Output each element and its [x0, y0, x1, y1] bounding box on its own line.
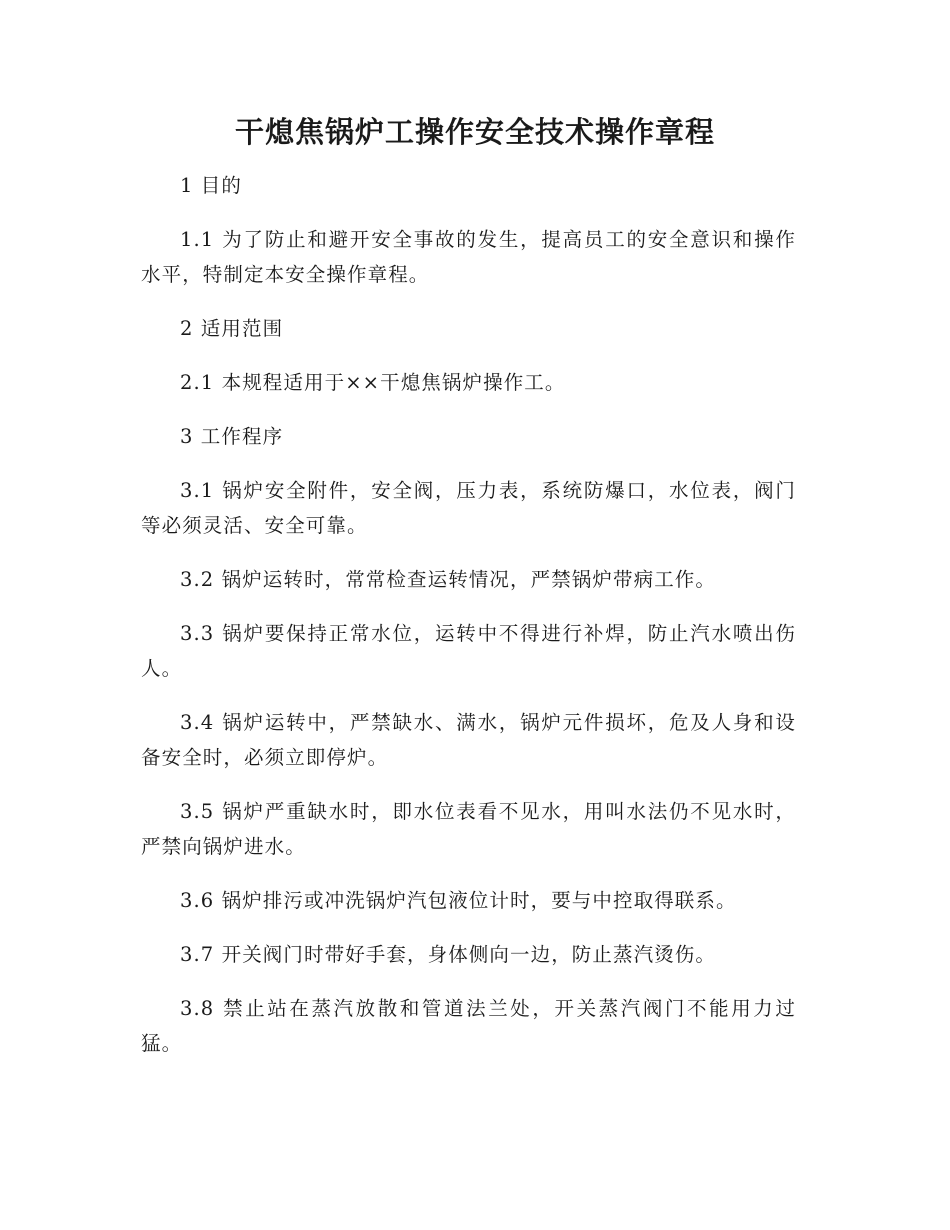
clause-1-1: 1.1 为了防止和避开安全事故的发生，提高员工的安全意识和操作水平，特制定本安全操作章程。 — [141, 228, 796, 286]
document-title: 干熄焦锅炉工操作安全技术操作章程 — [234, 115, 715, 149]
section-heading-procedure: 3 工作程序 — [180, 425, 284, 448]
clause-2-1: 2.1 本规程适用于××干熄焦锅炉操作工。 — [180, 371, 566, 394]
clause-3-4: 3.4 锅炉运转中，严禁缺水、满水，锅炉元件损坏，危及人身和设备安全时，必须立即停炉。 — [141, 711, 796, 769]
clause-3-3: 3.3 锅炉要保持正常水位，运转中不得进行补焊，防止汽水喷出伤人。 — [141, 622, 796, 680]
document-body — [141, 168, 796, 1080]
clause-3-6: 3.6 锅炉排污或冲洗锅炉汽包液位计时，要与中控取得联系。 — [180, 889, 737, 912]
clause-3-7: 3.7 开关阀门时带好手套，身体侧向一边，防止蒸汽烫伤。 — [180, 943, 717, 966]
clause-3-8: 3.8 禁止站在蒸汽放散和管道法兰处，开关蒸汽阀门不能用力过猛。 — [141, 997, 796, 1055]
clause-3-5: 3.5 锅炉严重缺水时，即水位表看不见水，用叫水法仍不见水时，严禁向锅炉进水。 — [141, 800, 796, 858]
clause-3-1: 3.1 锅炉安全附件，安全阀，压力表，系统防爆口，水位表，阀门等必须灵活、安全可靠。 — [141, 479, 796, 537]
section-heading-scope: 2 适用范围 — [180, 317, 284, 340]
section-heading-purpose: 1 目的 — [180, 174, 243, 197]
clause-3-2: 3.2 锅炉运转时，常常检查运转情况，严禁锅炉带病工作。 — [180, 568, 717, 591]
